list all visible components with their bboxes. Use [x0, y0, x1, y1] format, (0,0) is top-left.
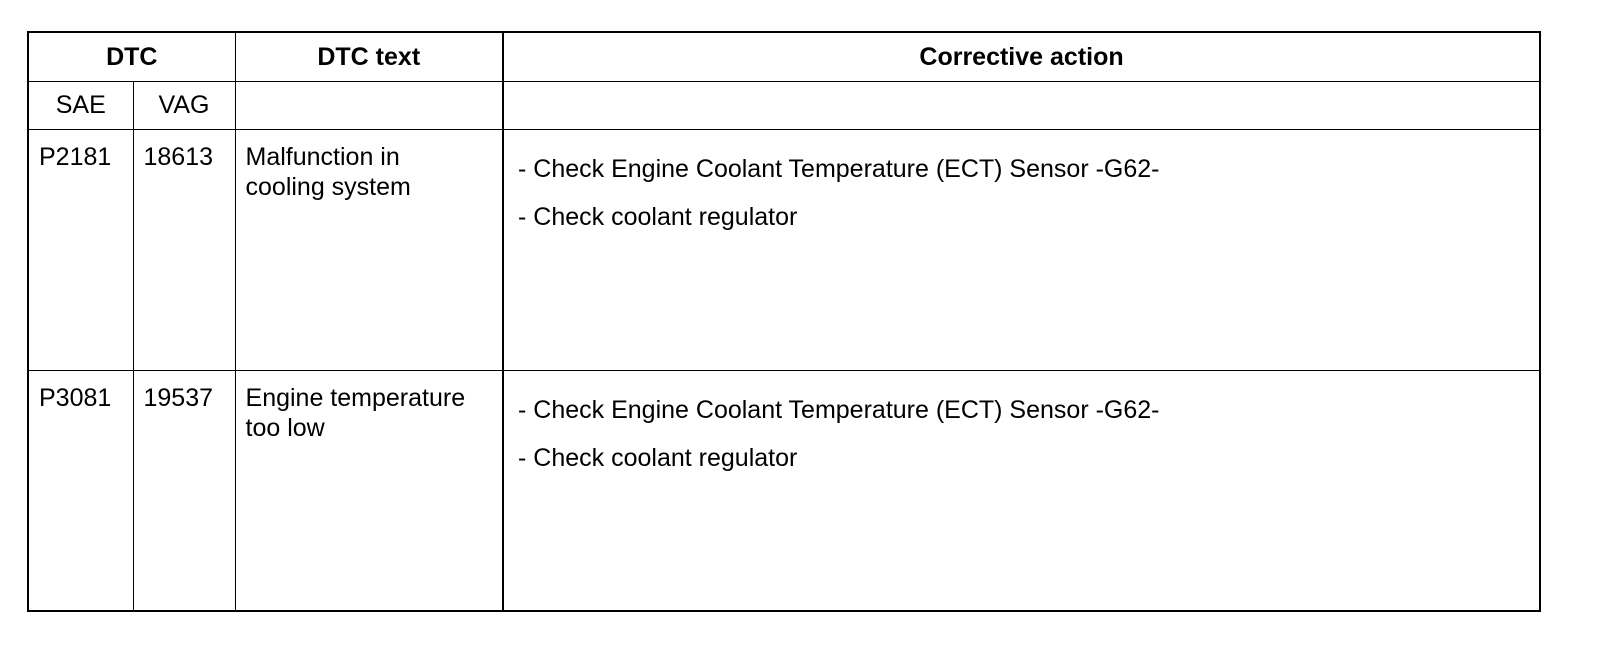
vag-code: 18613 [133, 129, 235, 370]
table-row [28, 370, 1540, 611]
dtc-description-line: Malfunction in [245, 142, 400, 171]
sae-code: P3081 [28, 370, 133, 611]
vag-code: 19537 [133, 370, 235, 611]
corrective-actions [503, 129, 1540, 370]
subheader-blank-action [503, 81, 1540, 129]
action-item: - Check coolant regulator [518, 202, 798, 231]
sae-code: P2181 [28, 129, 133, 370]
action-item: - Check coolant regulator [518, 443, 798, 472]
dtc-description-line: Engine temperature [245, 383, 466, 412]
header-dtc: DTC [28, 32, 235, 81]
action-item: - Check Engine Coolant Temperature (ECT) Sensor -G62- [518, 154, 1160, 183]
corrective-actions [503, 370, 1540, 611]
subheader-blank-text [235, 81, 503, 129]
dtc-description [235, 129, 503, 370]
table-subheader-row [28, 81, 1540, 129]
subheader-sae: SAE [28, 81, 133, 129]
header-corrective-action: Corrective action [503, 32, 1540, 81]
dtc-description-line: cooling system [245, 172, 411, 201]
header-dtc-text: DTC text [235, 32, 503, 81]
dtc-description [235, 370, 503, 611]
table-header-row [28, 32, 1540, 81]
action-item: - Check Engine Coolant Temperature (ECT) Sensor -G62- [518, 395, 1160, 424]
table-row [28, 129, 1540, 370]
dtc-description-line: too low [245, 413, 325, 442]
dtc-table [27, 31, 1541, 612]
subheader-vag: VAG [133, 81, 235, 129]
